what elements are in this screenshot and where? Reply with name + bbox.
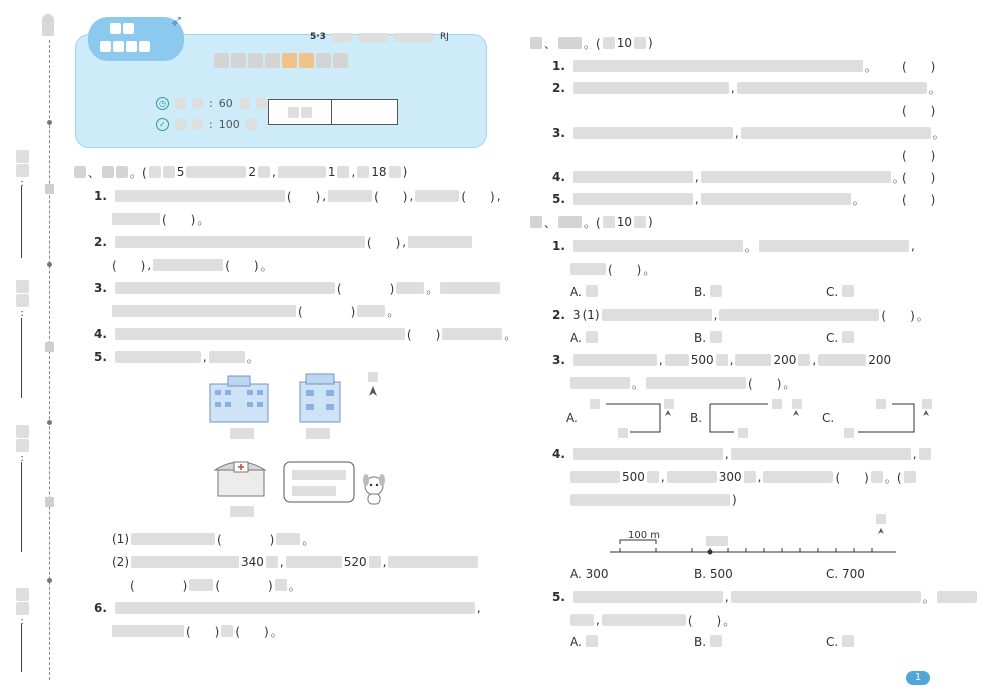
q1-line1: 1. ( ) , ( ) , ( ) ,	[94, 189, 501, 204]
choice-q4-line1: 4. , ,	[552, 446, 931, 462]
q3-distance-2: 200	[773, 353, 797, 367]
option-c-letter: C.	[822, 411, 835, 425]
hospital-label	[230, 506, 254, 517]
q5-sub2-line1: (2) 340 , 520 ,	[112, 554, 478, 570]
q2-line2: ( ) , ( ) 。	[112, 258, 273, 273]
judge-q2-answer[interactable]: ( )	[902, 103, 936, 118]
seal-mark	[45, 184, 54, 194]
school-label: :	[13, 588, 31, 627]
hospital-building-icon	[215, 462, 265, 496]
clock-icon: ◷	[156, 97, 169, 110]
q6-line2: ( ) ( ) 。	[112, 623, 283, 639]
choice-q1-line1: 1. 。 ,	[552, 239, 915, 254]
name-label: :	[13, 280, 31, 319]
choice-q4-options[interactable]	[570, 566, 865, 582]
q5-distance-2: 520	[343, 555, 367, 569]
q5-sub2-line2: ( ) ( ) 。	[130, 578, 301, 593]
school-building-icon	[210, 376, 268, 422]
binding-hole	[47, 420, 52, 425]
plaza-label	[706, 536, 728, 546]
student-id-line	[21, 186, 23, 258]
choice-q4-number-line	[610, 512, 900, 562]
north-arrow-icon	[878, 528, 884, 534]
q3-distance-1: 500	[690, 353, 714, 367]
score-row: ✓ : 100	[156, 118, 257, 131]
supermarket-label	[306, 428, 330, 439]
choice-q1-options[interactable]: A. B. C.	[570, 284, 854, 300]
judge-q4: 4. , 。	[552, 170, 905, 185]
choice-q3-route-options[interactable]	[566, 396, 946, 440]
section1-note: 5	[176, 165, 185, 179]
series-label: 5·3	[310, 32, 326, 42]
choice-q3-line1: 3. , 500 , 200 , 200	[552, 353, 892, 367]
option-b: B. 500	[694, 567, 733, 581]
choice-q5-options[interactable]: A. B. C.	[570, 634, 854, 650]
choice-q5-line2: , ( ) 。	[570, 612, 735, 628]
section3-heading: 、 。( 10 )	[530, 214, 653, 230]
page-title	[76, 53, 486, 68]
binding-hole	[47, 120, 52, 125]
cut-line	[49, 40, 51, 680]
header-banner	[75, 11, 487, 148]
judge-q3-answer[interactable]: ( )	[902, 148, 936, 163]
q5-map-picture	[200, 370, 400, 530]
judge-q4-answer[interactable]: ( )	[902, 170, 936, 185]
judge-q3: 3. , 。	[552, 126, 945, 141]
north-arrow-icon	[368, 372, 378, 396]
q4-distance-2: 300	[718, 470, 742, 484]
time-value: 60	[218, 97, 233, 110]
option-b-letter: B.	[690, 411, 703, 425]
choice-q4-line3: )	[570, 492, 737, 508]
q4-distance-1: 500	[622, 470, 645, 484]
choice-q2-line: 2. 3 (1) , ( ) 。	[552, 308, 929, 323]
score-value: 100	[218, 118, 240, 131]
choice-q4-line2: 500 , 300 , ( ) 。(	[570, 469, 916, 485]
choice-q2-options[interactable]: A. B. C.	[570, 330, 854, 346]
supermarket-building-icon	[300, 374, 340, 422]
time-row: ◷ : 60	[156, 97, 267, 110]
name-line	[21, 318, 23, 398]
class-label: :	[13, 425, 31, 464]
star-icon: ✓	[156, 118, 169, 131]
q3-distance-3: 200	[868, 353, 892, 367]
dog-icon	[363, 474, 385, 504]
evaluation-label	[269, 100, 332, 124]
q4-line: 4. ( ) 。	[94, 327, 517, 342]
judge-q1: 1. 。	[552, 59, 877, 74]
option-a: A. 300	[570, 567, 609, 581]
q2-line1: 2. ( ) ,	[94, 234, 472, 250]
judge-q5: 5. , 。	[552, 192, 865, 207]
scale-label: 100 m	[628, 530, 661, 541]
evaluation-field[interactable]	[332, 100, 397, 124]
north-label	[876, 514, 886, 524]
page-number: 1	[906, 671, 930, 685]
school-line	[21, 624, 23, 672]
seal-mark	[45, 342, 54, 352]
plaza-point	[708, 550, 713, 555]
binding-hole	[47, 578, 52, 583]
q5-line: 5. , 。	[94, 350, 259, 365]
school-label	[230, 428, 254, 439]
section2-heading: 、 。( 10 )	[530, 35, 653, 51]
evaluation-box	[268, 99, 398, 125]
choice-q5-line1: 5. , 。	[552, 589, 977, 605]
binding-hole	[47, 262, 52, 267]
rocket-icon: ➶	[170, 11, 184, 30]
judge-q1-answer[interactable]: ( )	[902, 59, 936, 74]
option-a-letter: A.	[566, 411, 578, 425]
choice-q3-line2: 。 ( ) 。	[570, 375, 795, 391]
rocket-icon	[42, 14, 54, 36]
class-line	[21, 462, 23, 552]
judge-q2: 2. , 。	[552, 81, 941, 96]
option-c: C. 700	[826, 567, 865, 581]
q5-distance-1: 340	[241, 555, 264, 569]
choice-q1-line2: ( ) 。	[570, 261, 655, 277]
q1-line2: ( ) 。	[112, 211, 209, 227]
series-info: 5·3 RJ	[310, 32, 449, 42]
q6-line1: 6. ,	[94, 601, 481, 615]
line-mark	[45, 497, 54, 507]
q3-line1: 3. ( ) 。	[94, 280, 500, 296]
q3-line2: ( ) 。	[112, 303, 399, 319]
q5-sub1: (1) ( ) 。	[112, 532, 315, 547]
judge-q5-answer[interactable]: ( )	[902, 192, 936, 207]
speech-bubble	[284, 462, 354, 502]
student-id-label: :	[13, 150, 31, 189]
section1-heading: 、 。( 5 2 , 1 , 18 )	[74, 164, 407, 180]
